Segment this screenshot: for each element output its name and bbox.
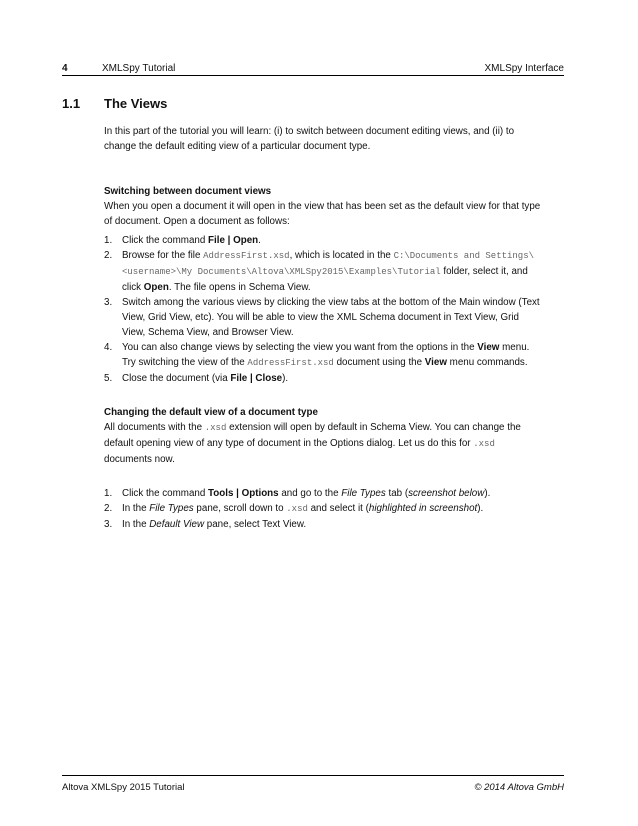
list-item [104, 340, 544, 371]
step-emphasis: File Types [341, 488, 386, 499]
footer-divider [62, 775, 564, 776]
step-number: 1. [104, 235, 113, 246]
code-extension: .xsd [204, 423, 227, 433]
list-item [104, 486, 544, 501]
step-text: Browse for the file [122, 250, 204, 261]
page-footer [62, 782, 564, 793]
changing-heading: Changing the default view of a document type [104, 407, 318, 418]
step-emphasis: File Types [149, 503, 194, 514]
footer-doc-title: Altova XMLSpy 2015 Tutorial [62, 782, 185, 793]
page-header [62, 60, 564, 76]
step-text: Click the command [122, 488, 209, 499]
step-command: File | Open [208, 235, 259, 246]
step-text: Click the command [122, 235, 209, 246]
code-filename: AddressFirst.xsd [203, 251, 290, 261]
changing-default-view-block [104, 405, 544, 532]
step-number: 4. [104, 342, 113, 353]
step-text: Close the document (via [122, 373, 231, 384]
step-text: and go to the [278, 488, 342, 499]
code-filename: AddressFirst.xsd [247, 358, 334, 368]
list-item [104, 371, 544, 386]
switching-views-block [104, 184, 544, 386]
step-text: . [258, 235, 261, 246]
section-number: 1.1 [62, 96, 81, 111]
step-text: In the [122, 519, 150, 530]
step-number: 5. [104, 373, 113, 384]
step-text: . The file opens in Schema View. [168, 282, 311, 293]
list-item [104, 501, 544, 517]
step-number: 3. [104, 297, 113, 308]
step-number: 1. [104, 488, 113, 499]
step-command: File | Close [230, 373, 283, 384]
step-text: menu. Try switching the view of the [122, 342, 530, 368]
para-text: extension will open by default in Schema View. You can change the default opening view of any type of document in the Options dialog. Let us do this for [104, 422, 521, 449]
switching-heading: Switching between document views [104, 186, 272, 197]
header-doc-title: XMLSpy Tutorial [102, 62, 176, 74]
step-emphasis: highlighted in screenshot [368, 503, 478, 514]
header-divider [62, 75, 564, 76]
step-text: ). [484, 488, 491, 499]
para-text: documents now. [104, 454, 175, 465]
step-text: , which is located in the [289, 250, 394, 261]
step-text: menu commands. [446, 357, 528, 368]
list-item [104, 517, 544, 532]
step-text: tab ( [385, 488, 409, 499]
para-text: All documents with the [104, 422, 205, 433]
step-text: pane, scroll down to [193, 503, 287, 514]
step-text: ). [282, 373, 289, 384]
code-extension: .xsd [473, 439, 495, 449]
step-command: View [424, 357, 447, 368]
page-number: 4 [62, 62, 68, 74]
header-section-title: XMLSpy Interface [484, 62, 564, 74]
list-item [104, 233, 544, 248]
step-text: In the [122, 503, 150, 514]
step-text: folder, select it, and click [122, 266, 528, 293]
step-number: 2. [104, 503, 113, 514]
footer-copyright: © 2014 Altova GmbH [474, 782, 564, 793]
step-text: Switch among the various views by clicking the view tabs at the bottom of the Main window (Text View, Grid View, etc). You will be able to view the XML Schema document in Text View, Grid View, Schema View, and Browser View. [122, 297, 540, 338]
intro-paragraph [104, 124, 544, 154]
code-extension: .xsd [286, 504, 308, 514]
step-command: Open [143, 282, 169, 293]
step-command: Tools | Options [208, 488, 279, 499]
code-path: C:\Documents and Settings\<username>\My Documents\Altova\XMLSpy2015\Examples\Tutorial [122, 251, 535, 277]
step-number: 2. [104, 250, 113, 261]
changing-steps-list [104, 486, 544, 532]
step-emphasis: screenshot below [408, 488, 485, 499]
step-text: and select it ( [307, 503, 369, 514]
changing-paragraph [104, 420, 544, 467]
step-command: View [477, 342, 500, 353]
spacer [104, 467, 544, 482]
switching-steps-list [104, 233, 544, 386]
step-number: 3. [104, 519, 113, 530]
switching-paragraph: When you open a document it will open in the view that has been set as the default view for that type of document. Open a document as follows: [104, 201, 541, 227]
intro-text: In this part of the tutorial you will learn: (i) to switch between document editing views, and (ii) to change the default editing view of a particular document type. [104, 126, 515, 152]
section-heading [62, 96, 167, 111]
list-item [104, 248, 544, 295]
section-title: The Views [104, 96, 168, 111]
step-text: ). [477, 503, 484, 514]
step-text: pane, select Text View. [204, 519, 307, 530]
step-text: document using the [333, 357, 425, 368]
step-text: You can also change views by selecting the view you want from the options in the [122, 342, 478, 353]
list-item [104, 295, 544, 340]
step-emphasis: Default View [149, 519, 205, 530]
